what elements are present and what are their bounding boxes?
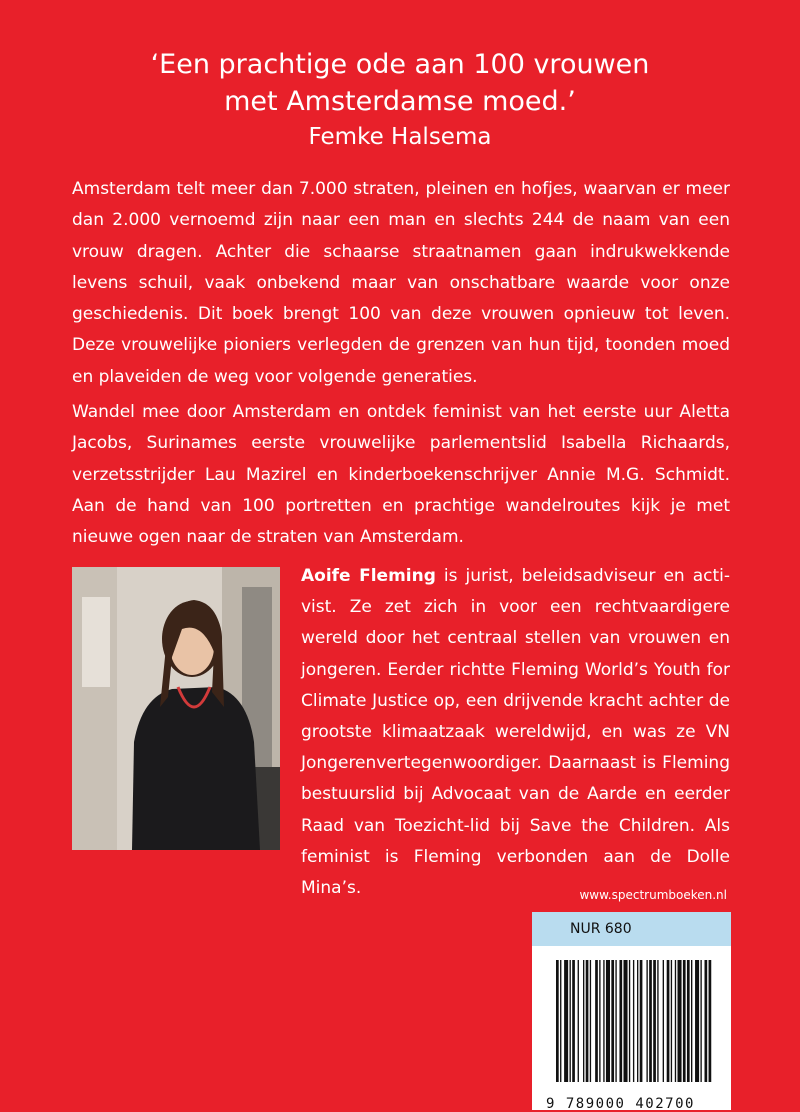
blurb-paragraph-1: Amsterdam telt meer dan 7.000 straten, pleinen en hofjes, waarvan er meer dan 2.000 vernoemd zijn naar een man en slechts 244 de naam van een vrouw dragen. Achter die schaarse straatnamen gaan indrukwekkende levens schuil, vaak onbekend maar van onschatbare waarde voor onze geschiedenis. Dit boek brengt 100 van deze vrouwen opnieuw tot leven. Deze vrouwelijke pioniers verlegden de grenzen van hun tijd, toonden moed en plaveiden de weg voor volgende generaties. (72, 179, 730, 387)
blurb-paragraph-2: Wandel mee door Amsterdam en ontdek feminist van het eerste uur Aletta Jacobs, Surinames eerste vrouwelijke parlementslid Isabella Richaards, verzetsstrijder Lau Mazirel en kinderboekenschrijver Annie M.G. Schmidt. Aan de hand van 100 portretten en prachtige wandelroutes kijk je met nieuwe ogen naar de straten van Amsterdam. (72, 402, 730, 548)
quote-line-1: ‘Een prachtige ode aan 100 vrouwen (150, 49, 650, 80)
barcode-icon (532, 946, 731, 1094)
barcode-panel (532, 912, 731, 1110)
author-name: Aoife Fleming (301, 566, 436, 586)
nur-code: NUR 680 (532, 912, 731, 946)
author-photo (72, 567, 280, 850)
cover-quote (0, 46, 800, 154)
author-bio-text: is jurist, beleidsadviseur en activist. Ze zet zich in voor een rechtvaardigere wereld door het centraal stellen van vrouwen en jongeren. Eerder richtte Fleming World’s Youth for Climate Justice op, een drijvende kracht achter de grootste klimaatzaak wereldwijd, en was ze VN Jongerenvertegenwoordiger. Daarnaast is Fleming bestuurslid bij Advocaat van de Aarde en eerder Raad van Toezicht-lid bij Save the Children. Als feminist is Fleming verbonden aan de Dolle Mina’s. (301, 566, 730, 899)
publisher-url[interactable]: www.spectrumboeken.nl (579, 888, 727, 902)
quote-line-2: met Amsterdamse moed.’ (224, 86, 576, 117)
author-bio (301, 561, 730, 904)
quote-attribution: Femke Halsema (308, 124, 492, 150)
isbn-digits: 9 789000 402700 (546, 1096, 695, 1112)
